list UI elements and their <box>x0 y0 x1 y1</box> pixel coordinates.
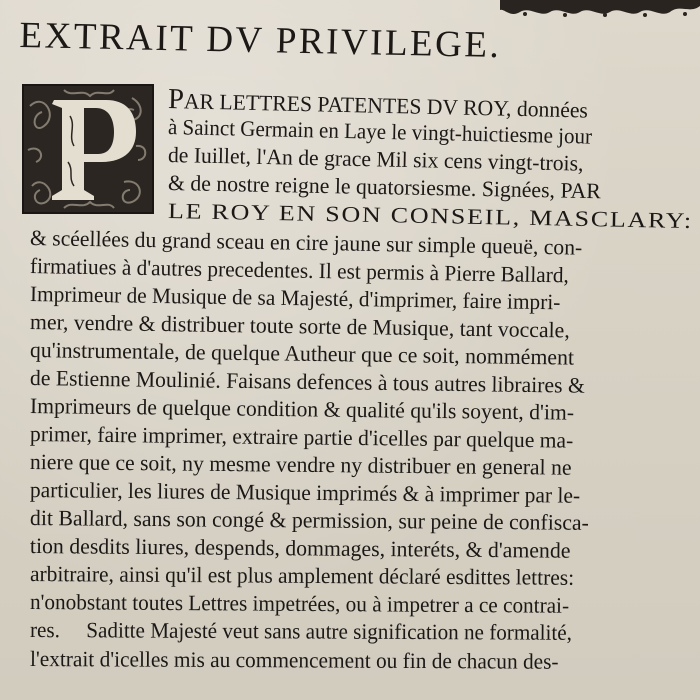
text-line: qu'instrumentale, de quelque Autheur que ce soit, nommément <box>29 337 575 370</box>
text-line: primer, faire imprimer, extraire partie d'icelles par quelque ma- <box>29 421 574 453</box>
text-line: Imprimeurs de quelque condition & qualité qu'ils soyent, d'im- <box>29 393 575 425</box>
text-line: LE ROY EN SON CONSEIL, MASCLARY: <box>167 198 694 234</box>
text-line: l'extrait d'icelles mis au commencement ou fin de chacun des- <box>29 646 559 674</box>
text-line: à Sainct Germain en Laye le vingt-huictiesme jour <box>167 114 593 149</box>
text-line: arbitraire, ainsi qu'il est plus amplement déclaré esdittes lettres: <box>29 561 575 590</box>
text-line: & de nostre reigne le quatorsiesme. Signées, PAR <box>167 170 602 204</box>
text-line: tion desdits liures, despends, dommages, interéts, & d'amende <box>29 533 571 563</box>
text-line: mer, vendre & distribuer toute sorte de Musique, tant voccale, <box>29 309 570 343</box>
text-line: & scéellées du grand sceau en cire jaune sur simple queuë, con- <box>29 225 583 260</box>
text-line: dit Ballard, sans son congé & permission, sur peine de confisca- <box>29 505 589 535</box>
text-line: niere que ce soit, ny mesme vendre ny distribuer en general ne <box>29 449 572 480</box>
text-line: de Estienne Moulinié. Faisans defences à tous autres libraires & <box>29 365 585 398</box>
text-line: PAR LETTRES PATENTES DV ROY, données <box>167 83 589 123</box>
text-line: Imprimeur de Musique de sa Majesté, d'imprimer, faire impri- <box>29 281 561 315</box>
text-line: firmatiues à d'autres precedentes. Il est permis à Pierre Ballard, <box>29 253 570 288</box>
text-line: res. Saditte Majesté veut sans autre signification ne formalité, <box>29 617 572 645</box>
text-line: de Iuillet, l'An de grace Mil six cens vingt-trois, <box>167 142 584 176</box>
page-title: EXTRAIT DV PRIVILEGE. <box>19 14 502 67</box>
text-line: n'onobstant toutes Lettres impetrées, ou à impetrer a ce contrai- <box>29 589 570 618</box>
text-line: particulier, les liures de Musique imprimés & à imprimer par le- <box>29 477 581 508</box>
